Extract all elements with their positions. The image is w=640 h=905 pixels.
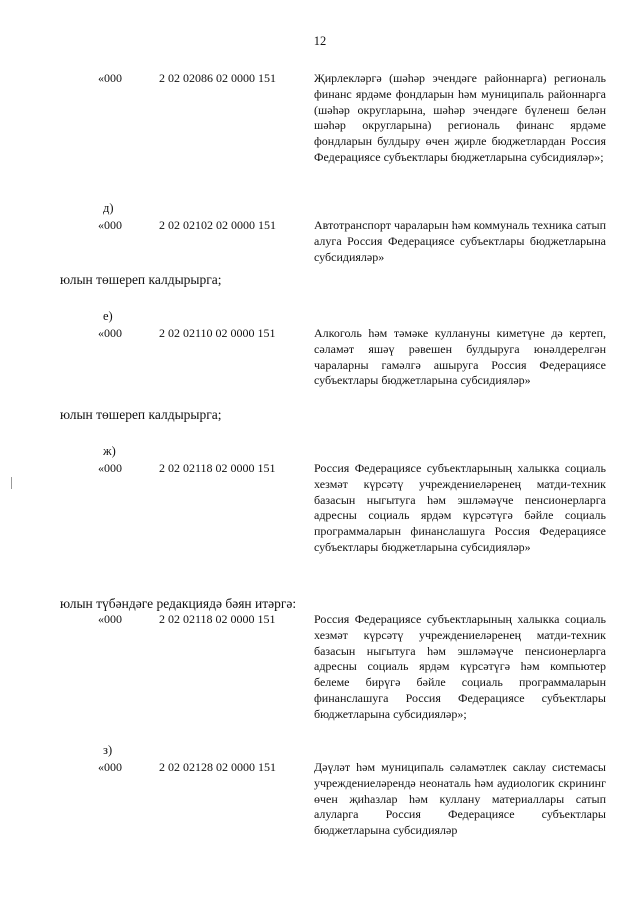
entry-prefix: «000 [98, 218, 122, 232]
budget-classification-code: 2 02 02118 02 0000 151 [159, 461, 276, 475]
entry-description: Россия Федерациясе субъектларының халыкка социаль хезмәт күрсәтү учреждениеләренең матди-техник базасын ныгытуга һәм эшләмәүче пенсионерларга адресны социаль ярдәм күрсәтүгә һәм компьютер белеме бирүгә бәйле социаль программаларын финанслашуга Россия Федерациясе субъектлары бюджетларына субсидияләр»; [314, 612, 606, 721]
entry-description: Автотранспорт чараларын һәм коммуналь техника сатып алуга Россия Федерациясе субъектлары бюджетларына субсидияләр» [314, 218, 606, 264]
entry-prefix: «000 [98, 461, 122, 475]
budget-classification-code: 2 02 02086 02 0000 151 [159, 71, 276, 85]
entry-description: Россия Федерациясе субъектларының халыкка социаль хезмәт күрсәтү учреждениеләренең матди-техник базасын ныгытуга һәм эшләмәүче пенсионерларга адресны социаль ярдәм күрсәтүгә бәйле социаль программаларын финанслашуга Россия Федерациясе субъектлары бюджетларына субсидияләр» [314, 461, 606, 554]
subitem-letter: д) [103, 201, 114, 215]
entry-prefix: «000 [98, 760, 122, 774]
delete-instruction: юлын төшереп калдырырга; [60, 407, 222, 422]
subitem-letter: з) [103, 743, 113, 757]
subitem-letter: е) [103, 309, 113, 323]
entry-description: Дәүләт һәм муниципаль сәламәтлек саклау системасы учреждениеләрендә неонаталь һәм аудиологик скрининг өчен җиһазлар һәм куллану материаллары сатып алуларга Россия Федерациясе субъектлары бюджетларына субсидияләр [314, 760, 606, 838]
restate-instruction: юлын түбәндәге редакциядә бәян итәргә: [60, 596, 297, 611]
entry-prefix: «000 [98, 71, 122, 85]
budget-classification-code: 2 02 02102 02 0000 151 [159, 218, 276, 232]
budget-classification-code: 2 02 02110 02 0000 151 [159, 326, 276, 340]
budget-classification-code: 2 02 02128 02 0000 151 [159, 760, 276, 774]
margin-mark [11, 477, 12, 489]
entry-description: Җирлекләргә (шәһәр эчендәге районнарга) региональ финанс ярдәме фондларын һәм муниципаль районнарга (шәһәр округларына, шәһәр эчендәге бүленеш белән шәһәр округларына) региональ финанс ярдәме фондларын булдыру өчен җирле бюджетлардан Россия Федерациясе субъектлары бюджетларына субсидияләр»; [314, 71, 606, 164]
page-number: 12 [313, 34, 327, 48]
entry-description: Алкоголь һәм тәмәке куллануны киметүне дә кертеп, сәламәт яшәү рәвешен булдыруга юнәлдерелгән чараларны гамәлгә ашыруга Россия Федерациясе субъектлары бюджетларына субсидияләр» [314, 326, 606, 388]
subitem-letter: ж) [103, 444, 116, 458]
entry-prefix: «000 [98, 326, 122, 340]
entry-prefix: «000 [98, 612, 122, 626]
delete-instruction: юлын төшереп калдырырга; [60, 272, 222, 287]
budget-classification-code: 2 02 02118 02 0000 151 [159, 612, 276, 626]
